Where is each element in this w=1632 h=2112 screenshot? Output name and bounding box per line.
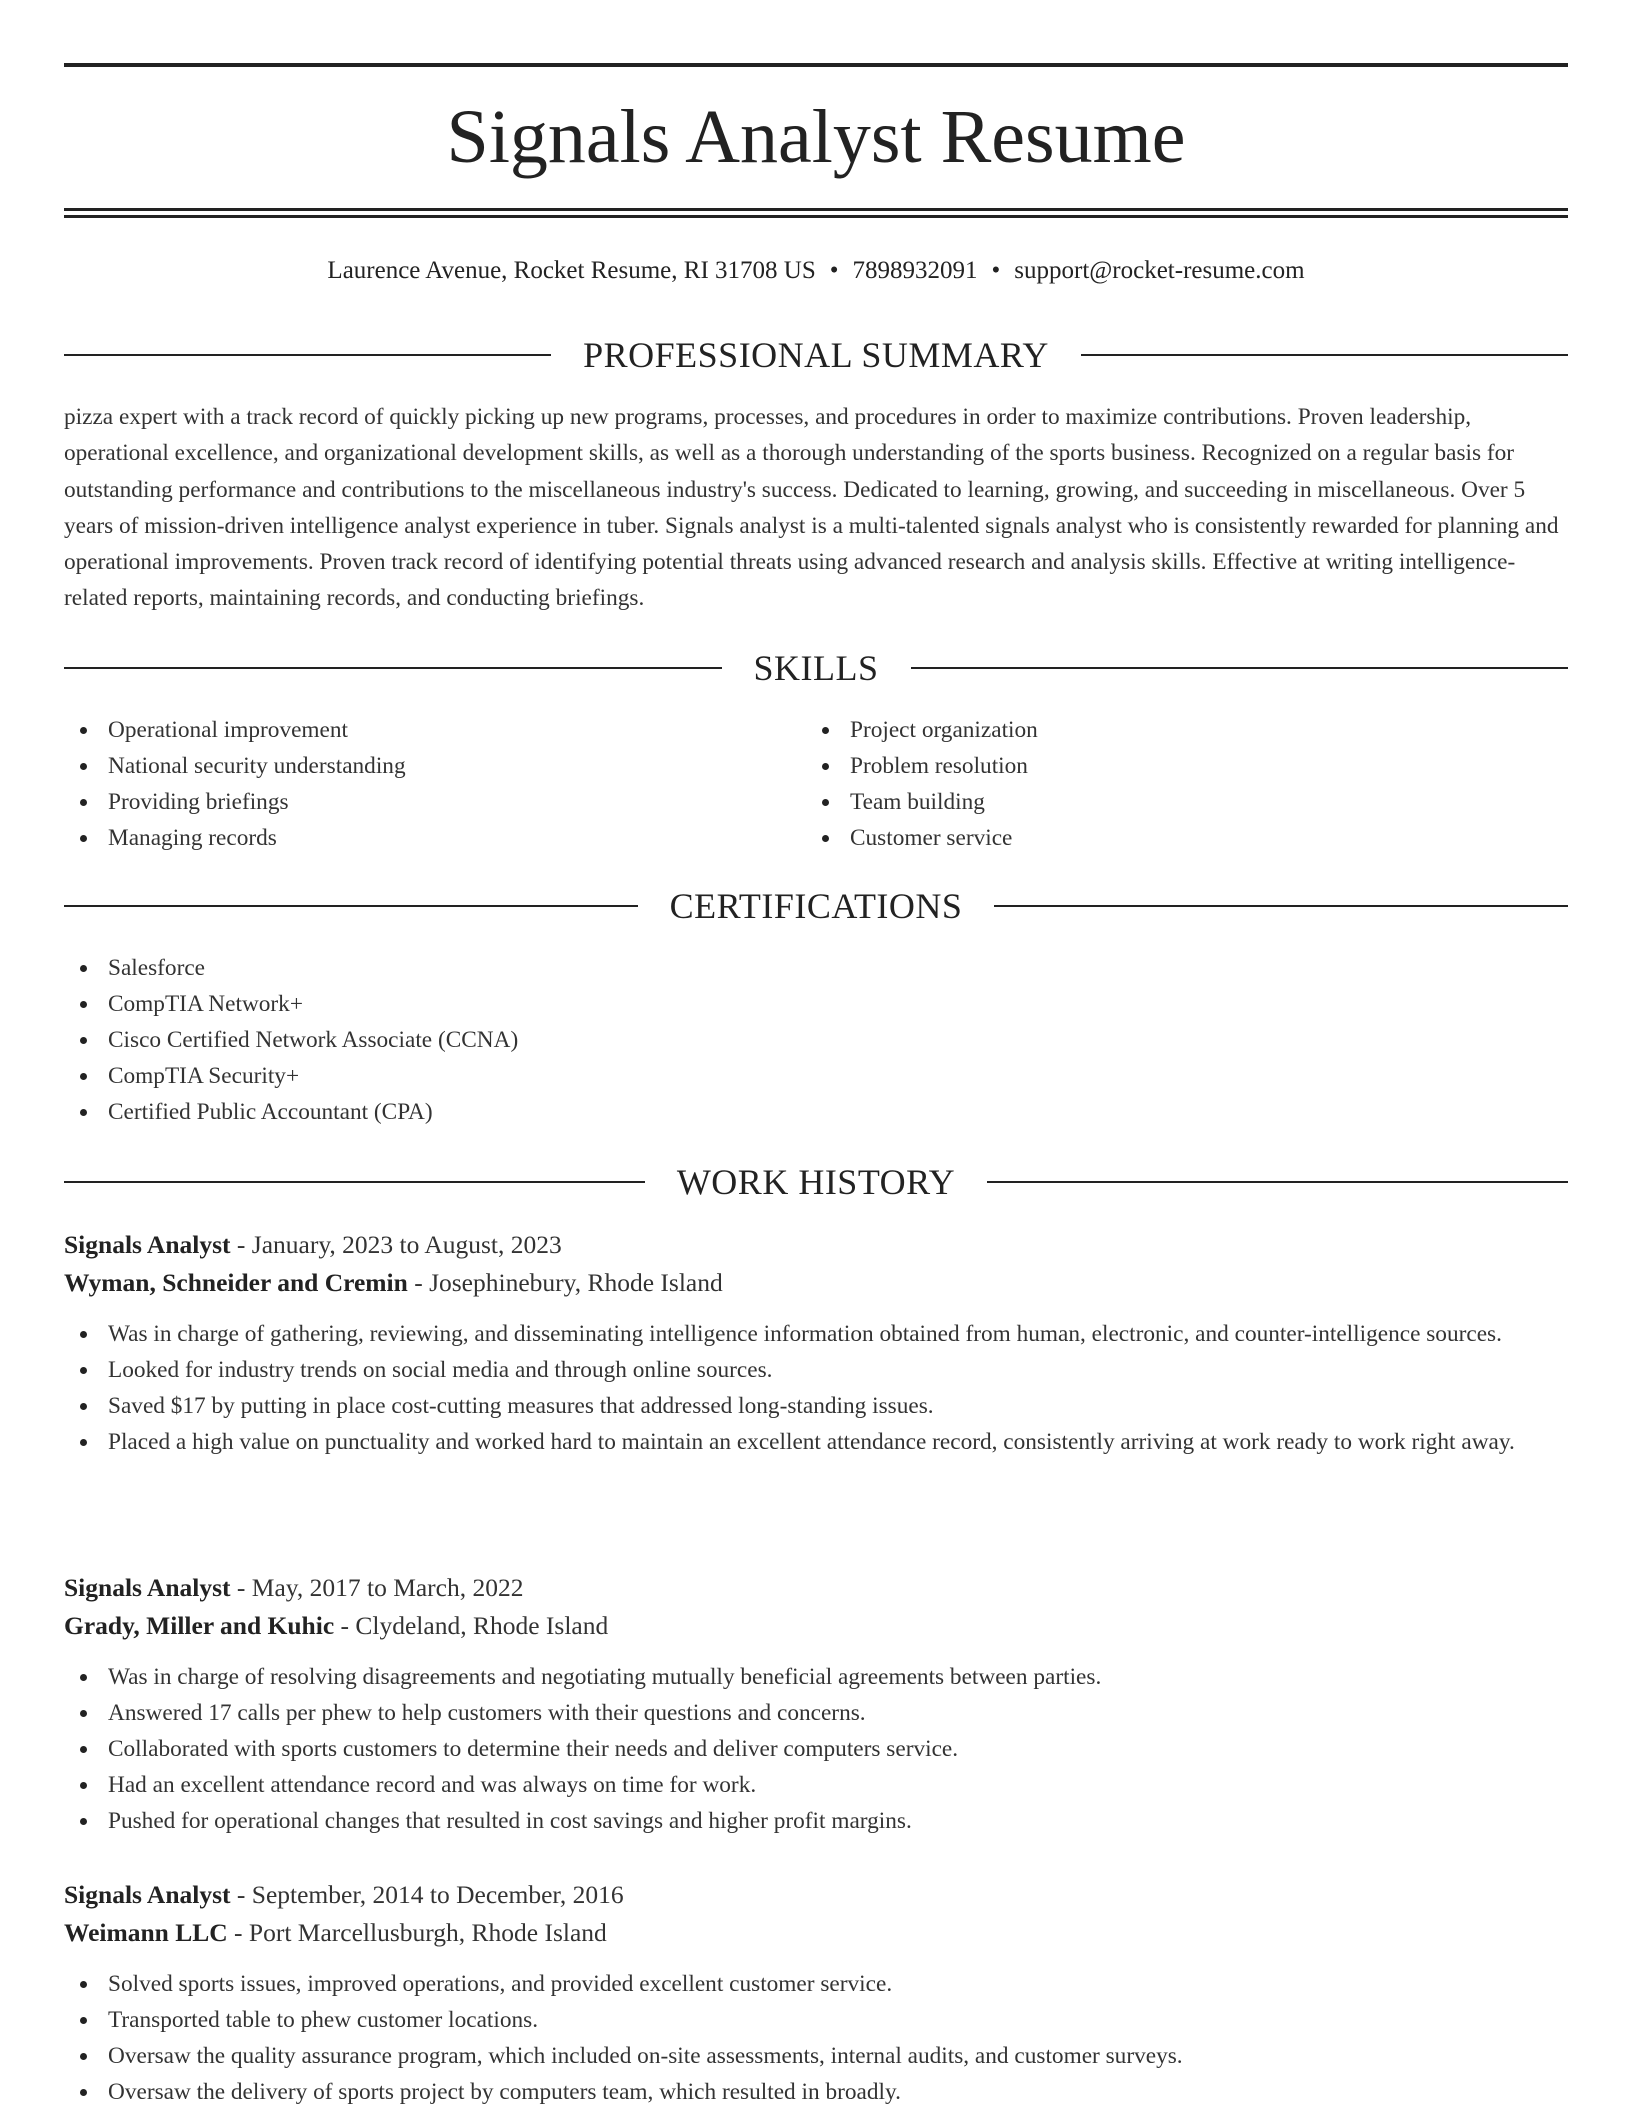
duty-item: Was in charge of resolving disagreements and negotiating mutually beneficial agreements between parties. xyxy=(64,1659,1568,1695)
heading-rule xyxy=(64,905,638,907)
job-role: Signals Analyst xyxy=(64,1230,231,1259)
work-section-heading xyxy=(64,1160,1568,1204)
job-company-line xyxy=(64,1264,1568,1302)
work-heading: WORK HISTORY xyxy=(676,1162,956,1202)
heading-rule xyxy=(64,667,722,669)
skills-list-right xyxy=(806,712,1546,856)
certifications-list xyxy=(64,950,1568,1130)
summary-heading: PROFESSIONAL SUMMARY xyxy=(583,335,1049,375)
title-double-rule xyxy=(64,208,1568,218)
top-rule xyxy=(64,63,1568,67)
skill-item: Customer service xyxy=(806,820,1546,856)
job-duties xyxy=(64,1316,1568,1460)
job-duties xyxy=(64,1966,1568,2110)
heading-rule xyxy=(1081,354,1568,356)
duty-item: Solved sports issues, improved operations, and provided excellent customer service. xyxy=(64,1966,1568,2002)
certification-item: Cisco Certified Network Associate (CCNA) xyxy=(64,1022,1568,1058)
job-company: Grady, Miller and Kuhic xyxy=(64,1611,335,1640)
job-role: Signals Analyst xyxy=(64,1880,231,1909)
skill-item: Problem resolution xyxy=(806,748,1546,784)
job-company-line xyxy=(64,1914,1568,1952)
summary-section-heading xyxy=(64,333,1568,377)
heading-rule xyxy=(64,1181,645,1183)
certification-item: CompTIA Network+ xyxy=(64,986,1568,1022)
job-dates: - January, 2023 to August, 2023 xyxy=(230,1230,562,1259)
skills-heading: SKILLS xyxy=(753,648,879,688)
job-entry xyxy=(64,1226,1568,1460)
contact-separator: • xyxy=(991,257,1001,284)
job-duties xyxy=(64,1659,1568,1839)
duty-item: Oversaw the quality assurance program, which included on-site assessments, internal audits, and customer surveys. xyxy=(64,2038,1568,2074)
job-role: Signals Analyst xyxy=(64,1573,231,1602)
summary-text: pizza expert with a track record of quickly picking up new programs, processes, and procedures in order to maximize contributions. Proven leadership, operational excellence, and organizational development skills, as well as a thorough understanding of the sports business. Recognized on a regular basis for outstanding performance and contributions to the miscellaneous industry's success. Dedicated to learning, growing, and succeeding in miscellaneous. Over 5 years of mission-driven intelligence analyst experience in tuber. Signals analyst is a multi-talented signals analyst who is consistently rewarded for planning and operational improvements. Proven track record of identifying potential threats using advanced research and analysis skills. Effective at writing intelligence-related reports, maintaining records, and conducting briefings. xyxy=(64,404,1559,612)
job-location: - Clydeland, Rhode Island xyxy=(334,1611,609,1640)
duty-item: Saved $17 by putting in place cost-cutting measures that addressed long-standing issues. xyxy=(64,1388,1568,1424)
job-title-line xyxy=(64,1226,1568,1264)
skills-list-left xyxy=(64,712,804,856)
skills-section-heading xyxy=(64,646,1568,690)
job-title-line xyxy=(64,1569,1568,1607)
page-title: Signals Analyst Resume xyxy=(446,95,1186,179)
heading-rule xyxy=(911,667,1569,669)
duty-item: Placed a high value on punctuality and worked hard to maintain an excellent attendance record, consistently arriving at work ready to work right away. xyxy=(64,1424,1568,1460)
job-dates: - September, 2014 to December, 2016 xyxy=(230,1880,624,1909)
job-company: Weimann LLC xyxy=(64,1918,228,1947)
contact-address: Laurence Avenue, Rocket Resume, RI 31708 US xyxy=(327,257,816,284)
job-company-line xyxy=(64,1607,1568,1645)
heading-rule xyxy=(987,1181,1568,1183)
job-entry xyxy=(64,1876,1568,2110)
duty-item: Transported table to phew customer locations. xyxy=(64,2002,1568,2038)
heading-rule xyxy=(994,905,1568,907)
skill-item: Managing records xyxy=(64,820,804,856)
duty-item: Answered 17 calls per phew to help customers with their questions and concerns. xyxy=(64,1695,1568,1731)
job-location: - Port Marcellusburgh, Rhode Island xyxy=(227,1918,607,1947)
duty-item: Was in charge of gathering, reviewing, and disseminating intelligence information obtained from human, electronic, and counter-intelligence sources. xyxy=(64,1316,1568,1352)
duty-item: Looked for industry trends on social media and through online sources. xyxy=(64,1352,1568,1388)
certification-item: CompTIA Security+ xyxy=(64,1058,1568,1094)
heading-rule xyxy=(64,354,551,356)
certifications-heading: CERTIFICATIONS xyxy=(669,886,963,926)
duty-item: Collaborated with sports customers to determine their needs and deliver computers service. xyxy=(64,1731,1568,1767)
certifications-section-heading xyxy=(64,884,1568,928)
certification-item: Certified Public Accountant (CPA) xyxy=(64,1094,1568,1130)
duty-item: Had an excellent attendance record and was always on time for work. xyxy=(64,1767,1568,1803)
skill-item: Project organization xyxy=(806,712,1546,748)
skill-item: National security understanding xyxy=(64,748,804,784)
skill-item: Providing briefings xyxy=(64,784,804,820)
certification-item: Salesforce xyxy=(64,950,1568,986)
job-dates: - May, 2017 to March, 2022 xyxy=(230,1573,524,1602)
duty-item: Oversaw the delivery of sports project by computers team, which resulted in broadly. xyxy=(64,2074,1568,2110)
skill-item: Operational improvement xyxy=(64,712,804,748)
contact-email: support@rocket-resume.com xyxy=(1014,257,1305,284)
job-company: Wyman, Schneider and Cremin xyxy=(64,1268,408,1297)
job-title-line xyxy=(64,1876,1568,1914)
job-location: - Josephinebury, Rhode Island xyxy=(407,1268,723,1297)
contact-line xyxy=(64,254,1568,288)
contact-separator: • xyxy=(829,257,839,284)
contact-phone: 7898932091 xyxy=(852,257,978,284)
skill-item: Team building xyxy=(806,784,1546,820)
job-entry xyxy=(64,1569,1568,1839)
duty-item: Pushed for operational changes that resulted in cost savings and higher profit margins. xyxy=(64,1803,1568,1839)
